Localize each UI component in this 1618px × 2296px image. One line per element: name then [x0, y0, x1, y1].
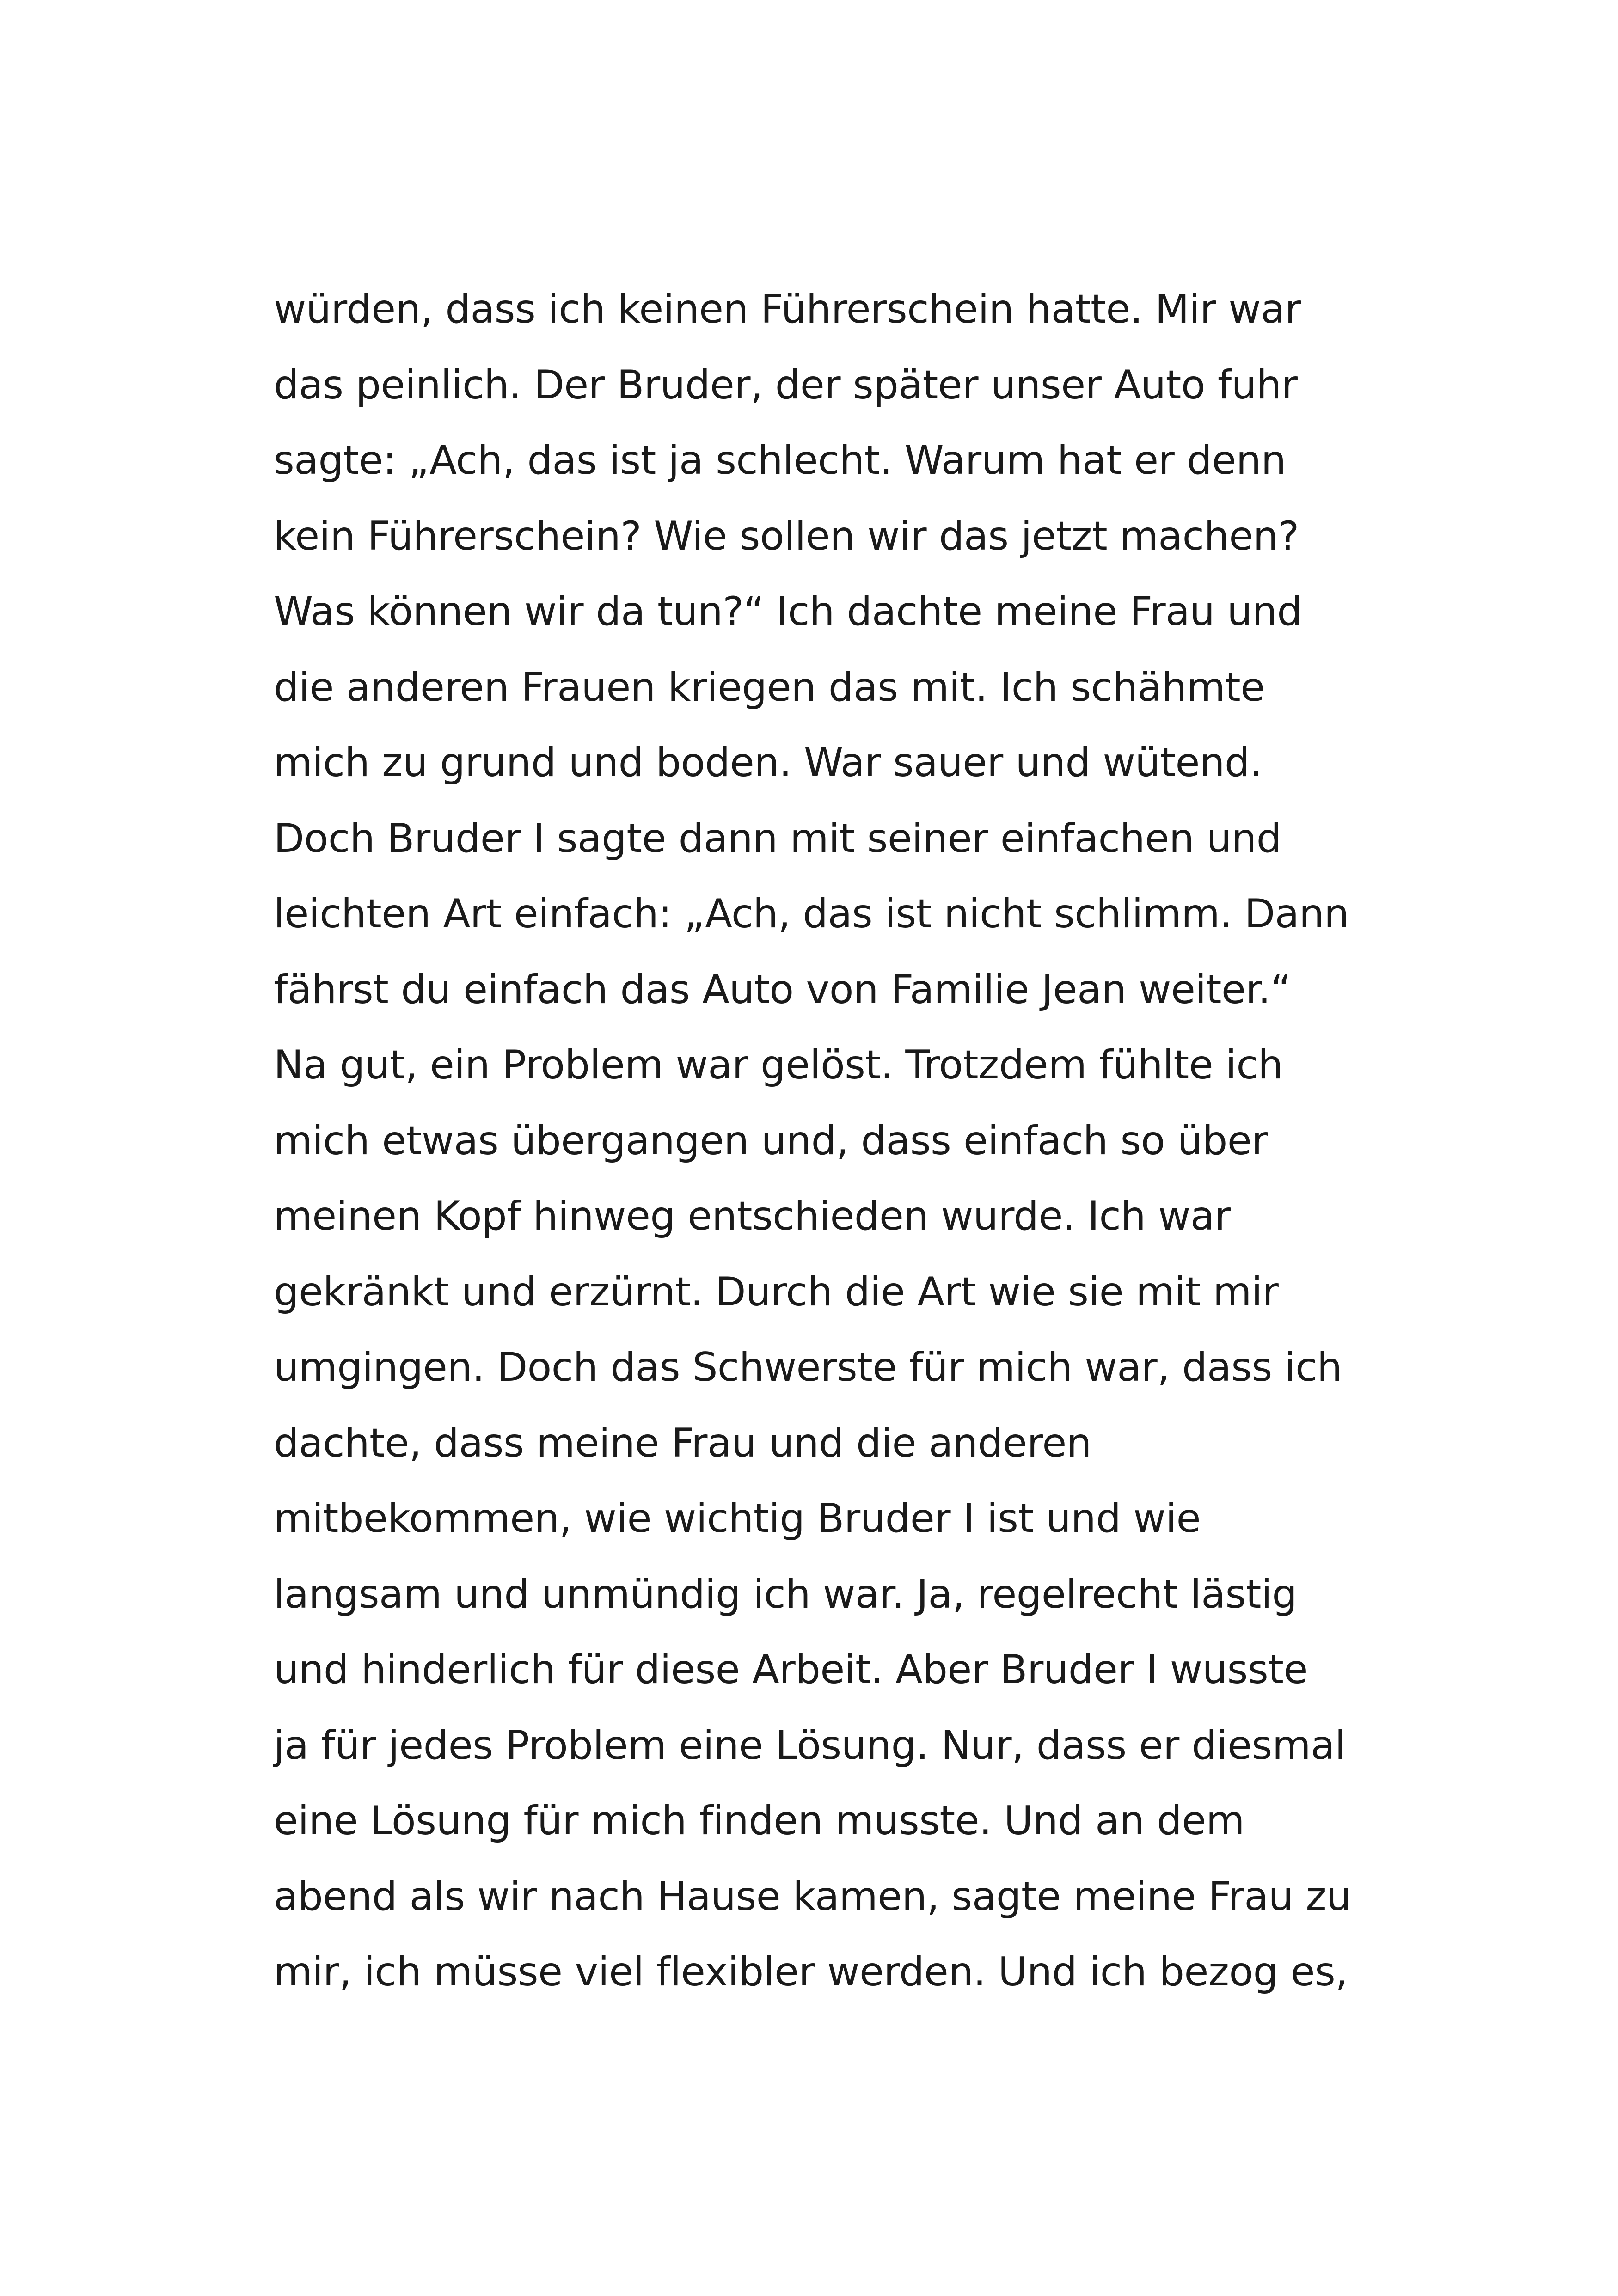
- text-line-15: umgingen. Doch das Schwerste für mich war, dass ich: [274, 1344, 1342, 1390]
- text-line-20: ja für jedes Problem eine Lösung. Nur, dass er diesmal: [274, 1722, 1346, 1769]
- text-line-8: Doch Bruder I sagte dann mit seiner einfachen und: [274, 815, 1281, 862]
- text-line-10: fährst du einfach das Auto von Familie Jean weiter.“: [274, 966, 1291, 1013]
- body-text: [274, 272, 1383, 2010]
- text-line-18: langsam und unmündig ich war. Ja, regelrecht lästig: [274, 1571, 1297, 1617]
- text-line-21: eine Lösung für mich finden musste. Und an dem: [274, 1798, 1244, 1844]
- text-line-17: mitbekommen, wie wichtig Bruder I ist und wie: [274, 1495, 1201, 1542]
- text-line-23: mir, ich müsse viel flexibler werden. Und ich bezog es,: [274, 1949, 1348, 1995]
- text-line-22: abend als wir nach Hause kamen, sagte meine Frau zu: [274, 1873, 1352, 1920]
- text-line-6: die anderen Frauen kriegen das mit. Ich schähmte: [274, 664, 1265, 710]
- text-line-14: gekränkt und erzürnt. Durch die Art wie sie mit mir: [274, 1268, 1279, 1315]
- text-line-16: dachte, dass meine Frau und die anderen: [274, 1420, 1091, 1466]
- text-line-11: Na gut, ein Problem war gelöst. Trotzdem fühlte ich: [274, 1042, 1283, 1088]
- text-line-5: Was können wir da tun?“ Ich dachte meine Frau und: [274, 588, 1302, 635]
- text-line-9: leichten Art einfach: „Ach, das ist nicht schlimm. Dann: [274, 891, 1349, 937]
- text-line-12: mich etwas übergangen und, dass einfach so über: [274, 1117, 1268, 1164]
- text-line-3: sagte: „Ach, das ist ja schlecht. Warum hat er denn: [274, 437, 1286, 484]
- text-line-19: und hinderlich für diese Arbeit. Aber Bruder I wusste: [274, 1647, 1308, 1693]
- text-line-7: mich zu grund und boden. War sauer und wütend.: [274, 740, 1262, 786]
- text-line-13: meinen Kopf hinweg entschieden wurde. Ich war: [274, 1193, 1231, 1239]
- text-line-2: das peinlich. Der Bruder, der später unser Auto fuhr: [274, 361, 1298, 408]
- text-line-1: würden, dass ich keinen Führerschein hatte. Mir war: [274, 286, 1301, 332]
- text-line-4: kein Führerschein? Wie sollen wir das jetzt machen?: [274, 513, 1299, 559]
